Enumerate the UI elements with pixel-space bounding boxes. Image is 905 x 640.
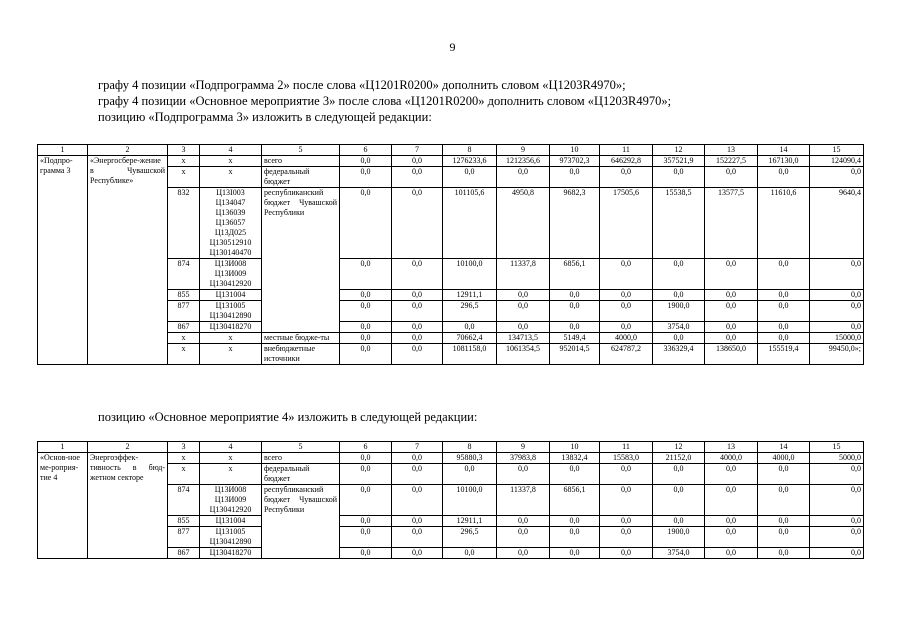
value-cell: 0,0 xyxy=(550,516,600,527)
value-cell: 0,0 xyxy=(653,516,705,527)
value-cell: 0,0 xyxy=(392,290,443,301)
value-cell: 4000,0 xyxy=(600,333,653,344)
column-number-8: 8 xyxy=(443,145,497,156)
column-number-13: 13 xyxy=(705,442,758,453)
gov-code-cell: x xyxy=(168,156,200,167)
budget-code-cell xyxy=(200,333,262,344)
column-number-12: 12 xyxy=(653,145,705,156)
gov-code-cell: 874 xyxy=(168,485,200,516)
column-number-4: 4 xyxy=(200,145,262,156)
value-cell: 11337,8 xyxy=(497,259,550,290)
budget-code: Ц13И009 xyxy=(214,269,247,278)
funding-source-cell: федеральный бюджет xyxy=(262,464,340,485)
value-cell: 296,5 xyxy=(443,301,497,322)
gov-code-cell: x xyxy=(168,464,200,485)
funding-source-cell: республиканский бюджет Чувашской Республики xyxy=(262,485,340,559)
value-cell: 0,0 xyxy=(810,485,864,516)
value-cell: 0,0 xyxy=(392,464,443,485)
program-title-cell: Энергоэффек-тивность в бюд-жетном секторе xyxy=(88,453,168,559)
value-cell: 0,0 xyxy=(392,167,443,188)
value-cell: 0,0 xyxy=(340,301,392,322)
column-number-15: 15 xyxy=(810,145,864,156)
budget-code-cell xyxy=(200,548,262,559)
table-row xyxy=(38,453,864,464)
budget-code: Ц13І003 xyxy=(216,188,245,197)
column-number-8: 8 xyxy=(443,442,497,453)
column-number-row xyxy=(38,145,864,156)
value-cell: 0,0 xyxy=(550,301,600,322)
value-cell: 0,0 xyxy=(497,464,550,485)
value-cell: 624787,2 xyxy=(600,344,653,365)
value-cell: 0,0 xyxy=(497,322,550,333)
value-cell: 0,0 xyxy=(810,527,864,548)
value-cell: 95880,3 xyxy=(443,453,497,464)
value-cell: 0,0 xyxy=(600,290,653,301)
value-cell: 15000,0 xyxy=(810,333,864,344)
second-heading: позицию «Основное мероприятие 4» изложить в следующей редакции: xyxy=(98,410,478,424)
value-cell: 0,0 xyxy=(758,167,810,188)
budget-code-cell xyxy=(200,527,262,548)
column-number-12: 12 xyxy=(653,442,705,453)
value-cell: 1212356,6 xyxy=(497,156,550,167)
gov-code-cell: 877 xyxy=(168,527,200,548)
value-cell: 0,0 xyxy=(810,548,864,559)
funding-source-cell: местные бюдже-ты xyxy=(262,333,340,344)
value-cell: 0,0 xyxy=(600,167,653,188)
value-cell: 9682,3 xyxy=(550,188,600,259)
value-cell: 0,0 xyxy=(810,290,864,301)
value-cell: 0,0 xyxy=(392,301,443,322)
value-cell: 0,0 xyxy=(653,290,705,301)
value-cell: 0,0 xyxy=(340,167,392,188)
value-cell: 0,0 xyxy=(600,548,653,559)
value-cell: 10100,0 xyxy=(443,259,497,290)
budget-code: Ц131004 xyxy=(215,290,246,299)
gov-code-cell: 832 xyxy=(168,188,200,259)
value-cell: 13577,5 xyxy=(705,188,758,259)
gov-code-cell: 855 xyxy=(168,290,200,301)
budget-code-cell xyxy=(200,259,262,290)
value-cell: 0,0 xyxy=(340,464,392,485)
value-cell: 1276233,6 xyxy=(443,156,497,167)
value-cell: 15583,0 xyxy=(600,453,653,464)
value-cell: 1900,0 xyxy=(653,527,705,548)
budget-code: x xyxy=(228,464,233,473)
column-number-11: 11 xyxy=(600,442,653,453)
value-cell: 70662,4 xyxy=(443,333,497,344)
value-cell: 4000,0 xyxy=(705,453,758,464)
gov-code-cell: x xyxy=(168,167,200,188)
budget-code: x xyxy=(228,344,233,353)
value-cell: 0,0 xyxy=(758,322,810,333)
value-cell: 134713,5 xyxy=(497,333,550,344)
value-cell: 0,0 xyxy=(600,301,653,322)
column-number-15: 15 xyxy=(810,442,864,453)
gov-code-cell: 874 xyxy=(168,259,200,290)
column-number-2: 2 xyxy=(88,145,168,156)
value-cell: 0,0 xyxy=(758,290,810,301)
value-cell: 0,0 xyxy=(550,167,600,188)
value-cell: 0,0 xyxy=(497,167,550,188)
value-cell: 0,0 xyxy=(392,516,443,527)
value-cell: 0,0 xyxy=(340,259,392,290)
column-number-5: 5 xyxy=(262,145,340,156)
value-cell: 0,0 xyxy=(705,548,758,559)
gov-code-cell: 867 xyxy=(168,322,200,333)
gov-code-cell: 877 xyxy=(168,301,200,322)
value-cell: 0,0 xyxy=(810,464,864,485)
value-cell: 3754,0 xyxy=(653,548,705,559)
column-number-2: 2 xyxy=(88,442,168,453)
column-number-9: 9 xyxy=(497,145,550,156)
budget-code-cell xyxy=(200,453,262,464)
funding-source-cell: всего xyxy=(262,156,340,167)
value-cell: 0,0 xyxy=(758,516,810,527)
column-number-6: 6 xyxy=(340,145,392,156)
value-cell: 0,0 xyxy=(443,464,497,485)
value-cell: 0,0 xyxy=(705,290,758,301)
value-cell: 11610,6 xyxy=(758,188,810,259)
value-cell: 0,0 xyxy=(653,167,705,188)
value-cell: 0,0 xyxy=(758,464,810,485)
column-number-5: 5 xyxy=(262,442,340,453)
funding-source-cell: республиканский бюджет Чувашской Республики xyxy=(262,188,340,333)
value-cell: 0,0 xyxy=(392,485,443,516)
value-cell: 952014,5 xyxy=(550,344,600,365)
value-cell: 167130,0 xyxy=(758,156,810,167)
value-cell: 12911,1 xyxy=(443,516,497,527)
value-cell: 1900,0 xyxy=(653,301,705,322)
value-cell: 6856,1 xyxy=(550,259,600,290)
value-cell: 0,0 xyxy=(340,548,392,559)
value-cell: 3754,0 xyxy=(653,322,705,333)
value-cell: 0,0 xyxy=(600,527,653,548)
column-number-3: 3 xyxy=(168,145,200,156)
value-cell: 5000,0 xyxy=(810,453,864,464)
value-cell: 99450,0»; xyxy=(810,344,864,365)
value-cell: 0,0 xyxy=(705,167,758,188)
gov-code-cell: x xyxy=(168,453,200,464)
value-cell: 1081158,0 xyxy=(443,344,497,365)
column-number-14: 14 xyxy=(758,145,810,156)
value-cell: 124090,4 xyxy=(810,156,864,167)
value-cell: 0,0 xyxy=(758,485,810,516)
column-number-9: 9 xyxy=(497,442,550,453)
column-number-10: 10 xyxy=(550,442,600,453)
gov-code-cell: x xyxy=(168,344,200,365)
column-number-7: 7 xyxy=(392,145,443,156)
budget-code-cell xyxy=(200,301,262,322)
value-cell: 0,0 xyxy=(392,548,443,559)
value-cell: 0,0 xyxy=(340,290,392,301)
value-cell: 0,0 xyxy=(340,322,392,333)
column-number-1: 1 xyxy=(38,442,88,453)
budget-code: x xyxy=(228,156,233,165)
budget-code: x xyxy=(228,333,233,342)
value-cell: 15538,5 xyxy=(653,188,705,259)
value-cell: 0,0 xyxy=(340,156,392,167)
subprogram-3-table xyxy=(37,144,864,365)
value-cell: 0,0 xyxy=(705,516,758,527)
column-number-row xyxy=(38,442,864,453)
value-cell: 0,0 xyxy=(810,167,864,188)
value-cell: 0,0 xyxy=(443,167,497,188)
value-cell: 0,0 xyxy=(810,259,864,290)
value-cell: 5149,4 xyxy=(550,333,600,344)
budget-code: Ц134047 xyxy=(215,198,246,207)
budget-code: Ц136057 xyxy=(215,218,246,227)
value-cell: 0,0 xyxy=(497,527,550,548)
value-cell: 10100,0 xyxy=(443,485,497,516)
budget-code-cell xyxy=(200,188,262,259)
budget-code: Ц130412890 xyxy=(209,537,252,546)
value-cell: 0,0 xyxy=(600,485,653,516)
budget-code-cell xyxy=(200,167,262,188)
value-cell: 0,0 xyxy=(340,527,392,548)
value-cell: 0,0 xyxy=(653,333,705,344)
table-row xyxy=(38,156,864,167)
value-cell: 0,0 xyxy=(392,333,443,344)
value-cell: 21152,0 xyxy=(653,453,705,464)
intro-line-3: позицию «Подпрограмма 3» изложить в следующей редакции: xyxy=(98,110,432,124)
value-cell: 0,0 xyxy=(653,485,705,516)
value-cell: 0,0 xyxy=(340,453,392,464)
column-number-11: 11 xyxy=(600,145,653,156)
value-cell: 101105,6 xyxy=(443,188,497,259)
budget-code-cell xyxy=(200,290,262,301)
page-number: 9 xyxy=(449,40,456,54)
value-cell: 336329,4 xyxy=(653,344,705,365)
value-cell: 357521,9 xyxy=(653,156,705,167)
column-number-13: 13 xyxy=(705,145,758,156)
value-cell: 0,0 xyxy=(497,548,550,559)
intro-line-1: графу 4 позиции «Подпрограмма 2» после слова «Ц1201R0200» дополнить словом «Ц1203R4970»; xyxy=(98,78,626,92)
value-cell: 0,0 xyxy=(810,322,864,333)
funding-source-cell: всего xyxy=(262,453,340,464)
value-cell: 0,0 xyxy=(758,259,810,290)
budget-code: Ц13И008 xyxy=(214,485,247,494)
value-cell: 0,0 xyxy=(653,464,705,485)
value-cell: 152227,5 xyxy=(705,156,758,167)
budget-code: x xyxy=(228,453,233,462)
program-name-cell: «Основ-ное ме-роприя-тие 4 xyxy=(38,453,88,559)
value-cell: 0,0 xyxy=(392,322,443,333)
value-cell: 0,0 xyxy=(550,290,600,301)
budget-code-cell xyxy=(200,485,262,516)
column-number-4: 4 xyxy=(200,442,262,453)
budget-code: Ц131005 xyxy=(215,527,246,536)
value-cell: 11337,8 xyxy=(497,485,550,516)
value-cell: 0,0 xyxy=(550,548,600,559)
budget-code: Ц130512910 xyxy=(209,238,252,247)
gov-code-cell: 867 xyxy=(168,548,200,559)
value-cell: 0,0 xyxy=(443,548,497,559)
budget-code-cell xyxy=(200,516,262,527)
budget-code-cell xyxy=(200,156,262,167)
budget-code: Ц130418270 xyxy=(209,322,252,331)
value-cell: 0,0 xyxy=(758,548,810,559)
value-cell: 0,0 xyxy=(497,301,550,322)
value-cell: 1061354,5 xyxy=(497,344,550,365)
value-cell: 4950,8 xyxy=(497,188,550,259)
value-cell: 0,0 xyxy=(392,259,443,290)
value-cell: 0,0 xyxy=(705,527,758,548)
value-cell: 0,0 xyxy=(600,516,653,527)
column-number-7: 7 xyxy=(392,442,443,453)
column-number-10: 10 xyxy=(550,145,600,156)
budget-code-cell xyxy=(200,322,262,333)
value-cell: 6856,1 xyxy=(550,485,600,516)
value-cell: 37983,8 xyxy=(497,453,550,464)
budget-code: Ц130418270 xyxy=(209,548,252,557)
value-cell: 13832,4 xyxy=(550,453,600,464)
funding-source-cell: федеральный бюджет xyxy=(262,167,340,188)
value-cell: 0,0 xyxy=(758,527,810,548)
value-cell: 155519,4 xyxy=(758,344,810,365)
value-cell: 0,0 xyxy=(600,322,653,333)
value-cell: 0,0 xyxy=(340,344,392,365)
value-cell: 0,0 xyxy=(810,301,864,322)
budget-code: Ц131004 xyxy=(215,516,246,525)
value-cell: 0,0 xyxy=(392,344,443,365)
program-title-cell: «Энергосбере-жение в Чувашской Республике» xyxy=(88,156,168,365)
value-cell: 0,0 xyxy=(497,290,550,301)
value-cell: 0,0 xyxy=(705,301,758,322)
budget-code: x xyxy=(228,167,233,176)
value-cell: 0,0 xyxy=(600,464,653,485)
value-cell: 0,0 xyxy=(340,485,392,516)
value-cell: 0,0 xyxy=(443,322,497,333)
value-cell: 0,0 xyxy=(758,333,810,344)
value-cell: 0,0 xyxy=(705,259,758,290)
value-cell: 0,0 xyxy=(600,259,653,290)
value-cell: 646292,8 xyxy=(600,156,653,167)
value-cell: 17505,6 xyxy=(600,188,653,259)
column-number-3: 3 xyxy=(168,442,200,453)
value-cell: 0,0 xyxy=(810,516,864,527)
gov-code-cell: x xyxy=(168,333,200,344)
value-cell: 0,0 xyxy=(340,516,392,527)
funding-source-cell: внебюджетные источники xyxy=(262,344,340,365)
value-cell: 0,0 xyxy=(340,333,392,344)
value-cell: 0,0 xyxy=(340,188,392,259)
budget-code: Ц130412920 xyxy=(209,505,252,514)
value-cell: 0,0 xyxy=(705,485,758,516)
budget-code: Ц136039 xyxy=(215,208,246,217)
value-cell: 0,0 xyxy=(550,527,600,548)
value-cell: 973702,3 xyxy=(550,156,600,167)
value-cell: 0,0 xyxy=(550,322,600,333)
value-cell: 138650,0 xyxy=(705,344,758,365)
budget-code: Ц13И009 xyxy=(214,495,247,504)
column-number-6: 6 xyxy=(340,442,392,453)
value-cell: 0,0 xyxy=(653,259,705,290)
budget-code-cell xyxy=(200,344,262,365)
value-cell: 0,0 xyxy=(705,333,758,344)
value-cell: 0,0 xyxy=(758,301,810,322)
value-cell: 0,0 xyxy=(392,453,443,464)
value-cell: 12911,1 xyxy=(443,290,497,301)
value-cell: 0,0 xyxy=(705,322,758,333)
budget-code: Ц130412890 xyxy=(209,311,252,320)
program-name-cell: «Подпро-грамма 3 xyxy=(38,156,88,365)
budget-code: Ц13Д025 xyxy=(214,228,247,237)
column-number-1: 1 xyxy=(38,145,88,156)
value-cell: 0,0 xyxy=(392,188,443,259)
intro-line-2: графу 4 позиции «Основное мероприятие 3» после слова «Ц1201R0200» дополнить словом «Ц1203R4970»; xyxy=(98,94,672,108)
value-cell: 296,5 xyxy=(443,527,497,548)
value-cell: 0,0 xyxy=(497,516,550,527)
budget-code: Ц13И008 xyxy=(214,259,247,268)
value-cell: 4000,0 xyxy=(758,453,810,464)
value-cell: 0,0 xyxy=(392,527,443,548)
main-activity-4-table xyxy=(37,441,864,559)
budget-code: Ц130412920 xyxy=(209,279,252,288)
value-cell: 0,0 xyxy=(550,464,600,485)
value-cell: 0,0 xyxy=(705,464,758,485)
budget-code: Ц130140470 xyxy=(209,248,252,257)
value-cell: 0,0 xyxy=(392,156,443,167)
column-number-14: 14 xyxy=(758,442,810,453)
gov-code-cell: 855 xyxy=(168,516,200,527)
budget-code-cell xyxy=(200,464,262,485)
budget-code: Ц131005 xyxy=(215,301,246,310)
value-cell: 9640,4 xyxy=(810,188,864,259)
